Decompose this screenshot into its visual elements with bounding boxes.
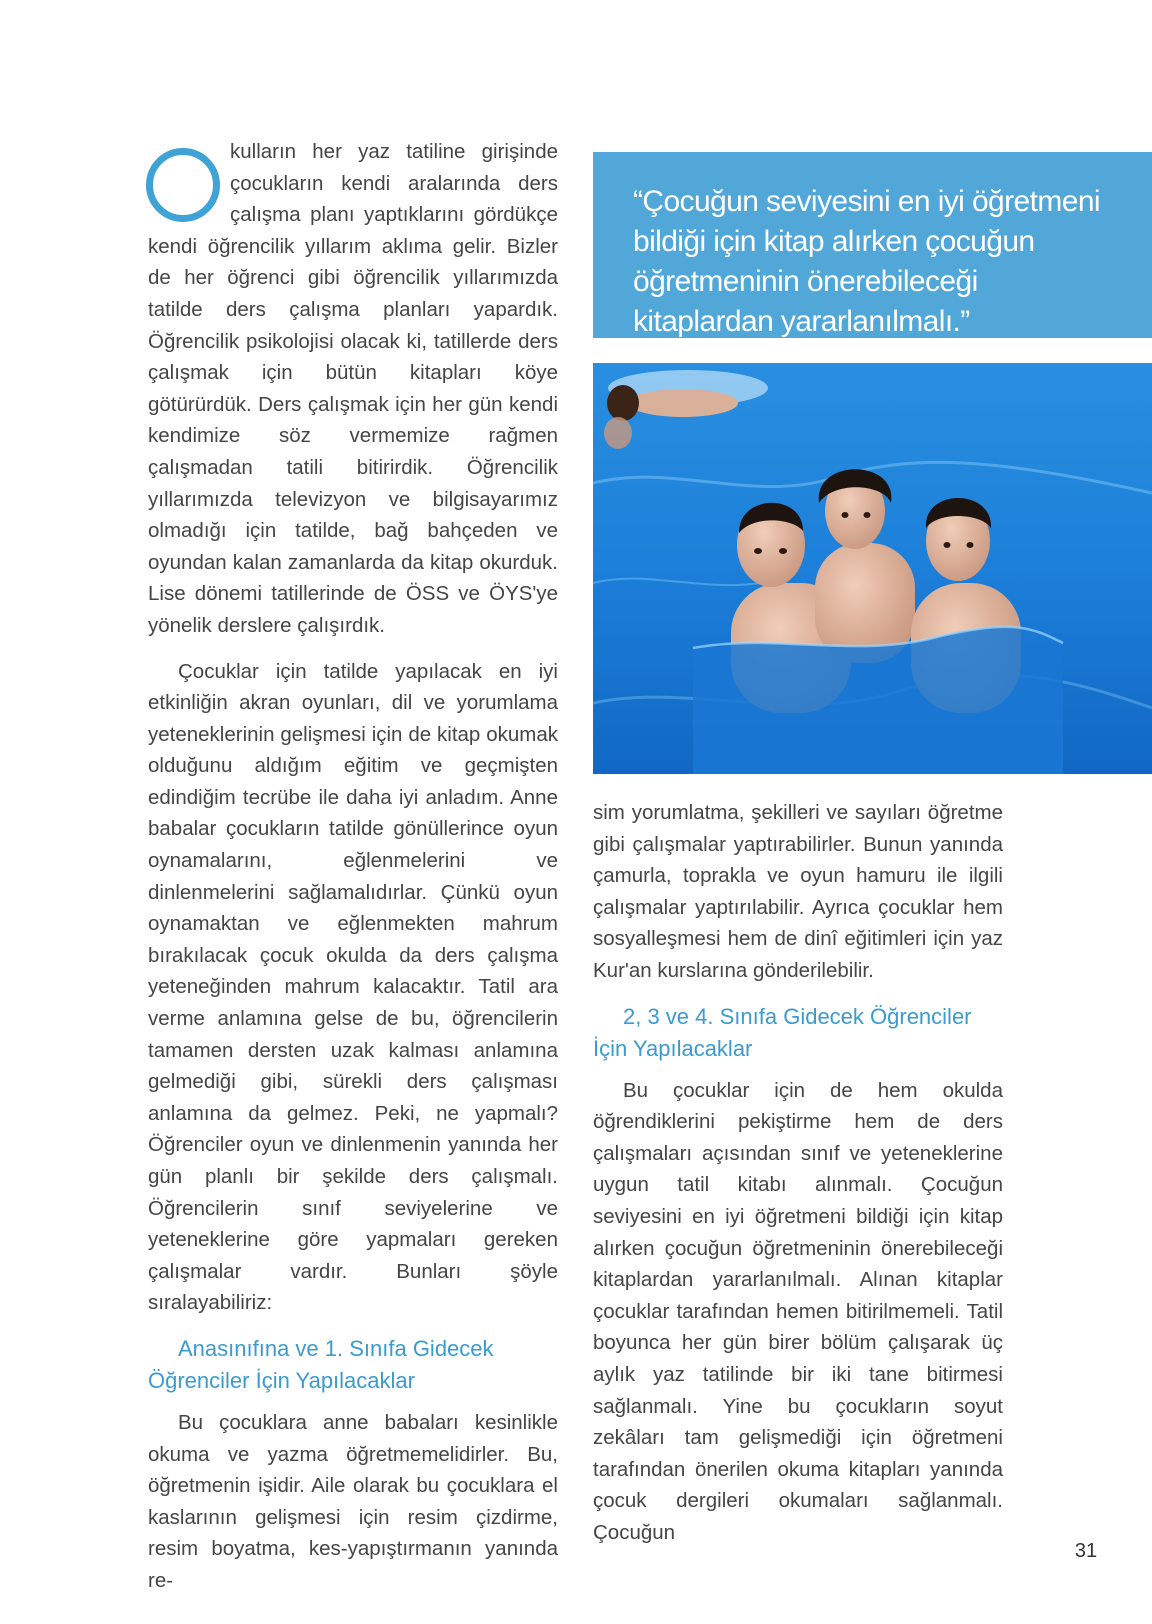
section-heading-grades-2-4: 2, 3 ve 4. Sınıfa Gidecek Öğrenciler İçin Yapılacaklar (593, 1003, 972, 1061)
pool-photo-illustration (593, 363, 1152, 774)
pull-quote-box (593, 152, 1152, 338)
intro-paragraph-text: kulların her yaz tatiline girişinde çocukların kendi aralarında ders çalışma planı yaptıklarını gördükçe kendi öğrencilik yıllarım aklıma gelir. Bizler de her öğrenci gibi öğrencilik yıllarımızda tatilde ders çalışma planları yapardık. Öğrencilik psikolojisi olacak ki, tatillerde ders çalışmak için bütün kitapları köye götürürdük. Ders çalışmak için her gün kendi kendimize söz vermemize rağmen çalışmadan tatili bitirirdik. Öğrencilik yıllarımızda televizyon ve bilgisayarımız olmadığı için tatilde, bağ bahçeden ve oyundan kalan zamanlarda da kitap okurduk. Lise dönemi tatillerinde de ÖSS ve ÖYS'ye yönelik derslere çalışırdık. (148, 140, 558, 637)
body-paragraph-2: Çocuklar için tatilde yapılacak en iyi etkinliğin akran oyunları, dil ve yorumlama yeteneklerinin gelişmesi için de kitap okumak olduğunu aldığım eğitim ve geçmişten edindiğim tecrübe ile daha iyi anladım. Anne babalar çocukların tatilde gönüllerince oyun oynamalarını, eğlenmelerini ve dinlenmelerini sağlamalıdırlar. Çünkü oyun oynamaktan ve eğlenmekten mahrum bırakılacak çocuk okulda da ders çalışma yeteneğinden mahrum kalacaktır. Tatil ara verme anlamına gelse de bu, öğrencilerin tamamen dersten uzak kalması anlamına gelmediği gibi, sürekli ders çalışması anlamına da gelmez. Peki, ne yapmalı? Öğrenciler oyun ve dinlenmenin yanında her gün planlı bir şekilde ders çalışmalı. Öğrencilerin sınıf seviyelerine ve yeteneklerine göre yapmaları gereken çalışmalar vardır. Bunları şöyle sıralayabiliriz: (148, 659, 558, 1315)
section-heading-kindergarten: Anasınıfına ve 1. Sınıfa Gidecek Öğrenciler İçin Yapılacaklar (148, 1335, 494, 1393)
pull-quote-text: “Çocuğun seviyesini en iyi öğretmeni bildiği için kitap alırken çocuğun öğretmeninin önerebileceği kitaplardan yararlanılmalı.” (633, 185, 1100, 338)
right-column (593, 797, 1003, 1548)
body-paragraph-grades-2-4: Bu çocuklar için de hem okulda öğrendiklerini pekiştirme hem de ders çalışmaları açısından sınıf ve yeteneklerine uygun tatil kitabı alınmalı. Çocuğun seviyesini en iyi öğretmeni bildiği için kitap alırken çocuğun öğretmeninin önerebileceği kitaplardan yararlanılmalı. Alınan kitaplar çocuklar tarafından hemen bitirilmemeli. Tatil boyunca her gün birer bölüm çalışarak üç aylık yaz tatilinde bir iki tane bitirmesi sağlanmalı. Yine bu çocukların soyut zekâları tam gelişmediği için öğretmeni tarafından önerilen okuma kitapları yanında çocuk dergileri okumaları sağlanmalı. Çocuğun (593, 1078, 1003, 1544)
body-paragraph-3: Bu çocuklara anne babaları kesinlikle okuma ve yazma öğretmemelidirler. Bu, öğretmenin işidir. Aile olarak bu çocuklara el kaslarının gelişmesi için resim çizdirme, resim boyatma, kes-yapıştırmanın yanında re- (148, 1410, 558, 1592)
dropcap-letter (146, 148, 220, 222)
swimming-pool-photo (593, 363, 1152, 774)
body-paragraph-continued: sim yorumlatma, şekilleri ve sayıları öğretme gibi çalışmalar yaptırabilirler. Bunun yanında çamurla, toprakla ve oyun hamuru ile ilgili çalışmalar yaptırılabilir. Ayrıca çocuklar hem sosyalleşmesi hem de dinî eğitimleri için yaz Kur'an kurslarına gönderilebilir. (593, 801, 1003, 982)
left-column (148, 136, 558, 1597)
page-number: 31 (1074, 1540, 1098, 1562)
intro-paragraph (148, 136, 558, 642)
